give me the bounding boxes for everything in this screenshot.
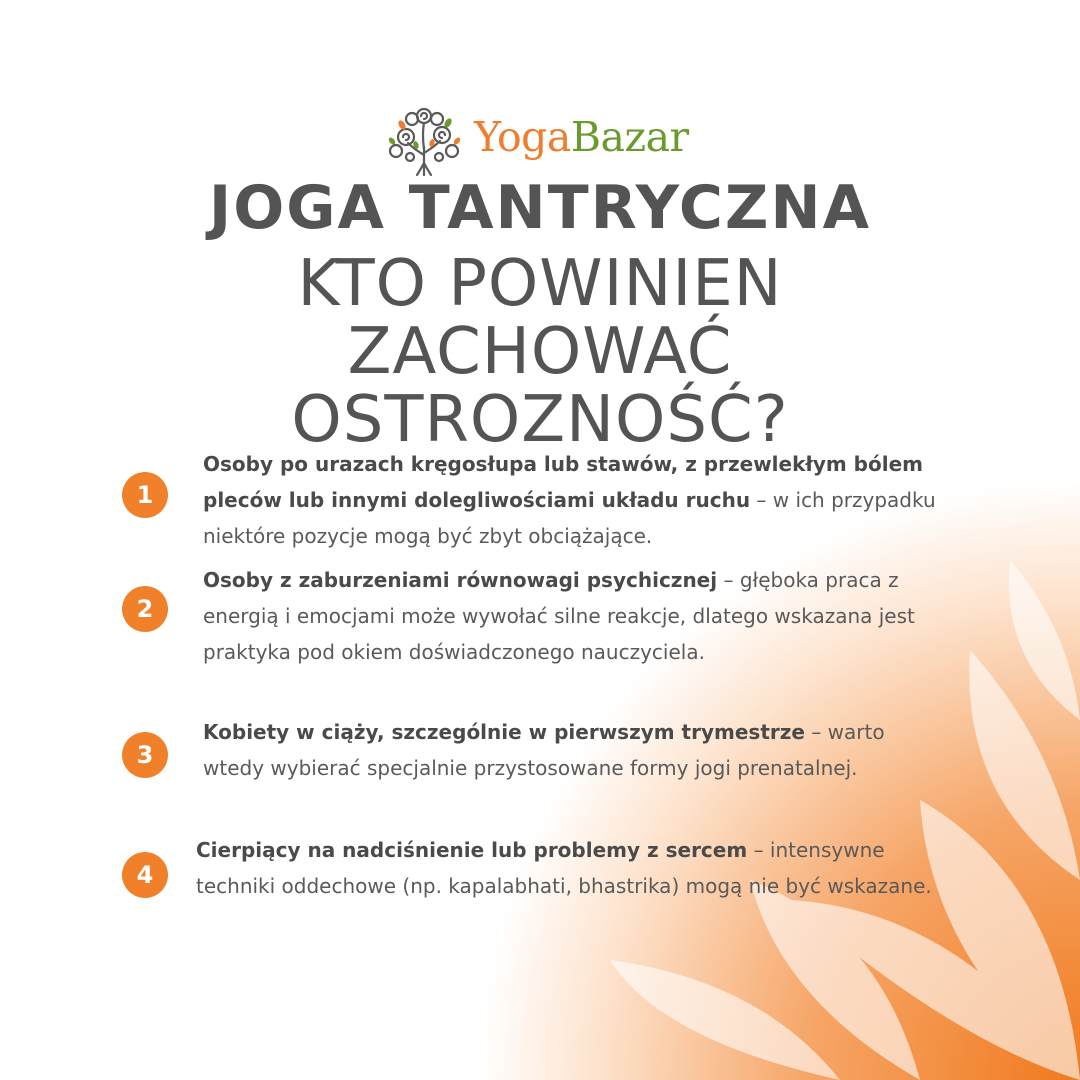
number-badge: 1 bbox=[122, 472, 168, 518]
brand-name-part2: Bazar bbox=[570, 113, 689, 161]
number-badge: 4 bbox=[122, 852, 168, 898]
list-item-bold: Cierpiący na nadciśnienie lub problemy z sercem bbox=[196, 838, 748, 862]
list-item-text bbox=[203, 562, 933, 670]
tree-icon bbox=[384, 103, 464, 177]
list-item-rest: – głęboka praca z energią i emocjami może wywołać silne reakcje, dlatego wskazana jest praktyka pod okiem doświadczonego nauczyciela. bbox=[203, 568, 915, 664]
list-item-text bbox=[203, 446, 963, 554]
title-line-1: JOGA TANTRYCZNA bbox=[208, 173, 872, 243]
list-item-rest: – warto wtedy wybierać specjalnie przystosowane formy jogi prenatalnej. bbox=[203, 720, 885, 780]
list-item-text bbox=[203, 714, 933, 786]
list-item-bold: Kobiety w ciąży, szczególnie w pierwszym trymestrze bbox=[203, 720, 805, 744]
brand-name bbox=[474, 113, 689, 161]
list-item-rest: – w ich przypadku niektóre pozycje mogą być zbyt obciążające. bbox=[203, 488, 936, 548]
title-line-4: OSTROZNOŚĆ? bbox=[291, 383, 789, 457]
list-item-bold: Osoby po urazach kręgosłupa lub stawów, z przewlekłym bólem pleców lub innymi dolegliwościami układu ruchu bbox=[203, 452, 923, 512]
list-item-rest: – intensywne techniki oddechowe (np. kapalabhati, bhastrika) mogą nie być wskazane. bbox=[196, 838, 932, 898]
list-item-bold: Osoby z zaburzeniami równowagi psychicznej bbox=[203, 568, 718, 592]
title-line-3: ZACHOWAĆ bbox=[347, 315, 733, 389]
brand-logo bbox=[384, 103, 714, 177]
number-badge: 3 bbox=[122, 732, 168, 778]
list-item-text bbox=[196, 832, 936, 904]
title-line-2: KTO POWINIEN bbox=[297, 247, 783, 321]
number-badge: 2 bbox=[122, 586, 168, 632]
brand-name-part1: Yoga bbox=[474, 113, 571, 161]
